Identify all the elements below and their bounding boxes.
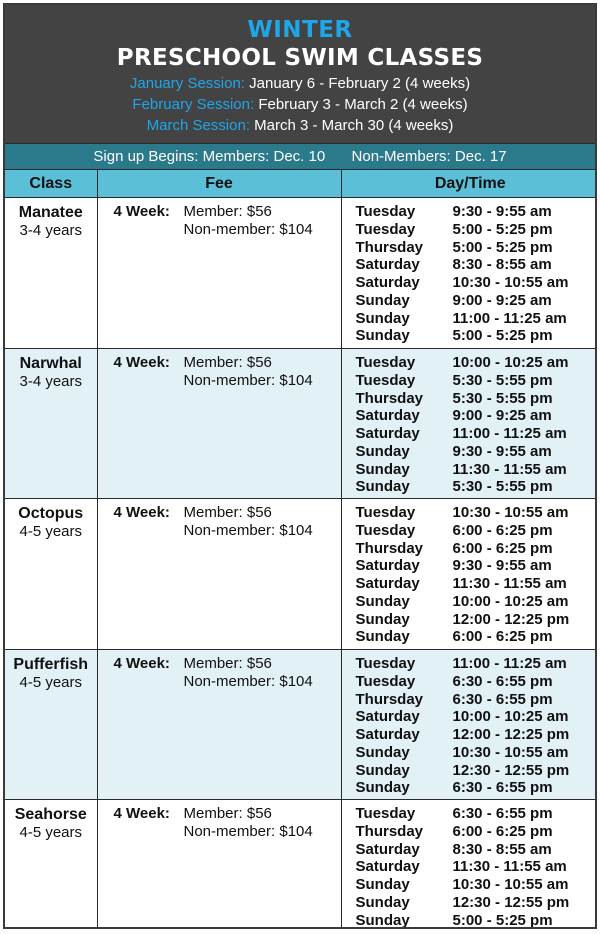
fee-label: 4 Week: xyxy=(113,805,170,822)
class-name: Octopus xyxy=(18,505,84,522)
schedule-cell xyxy=(341,800,597,930)
schedule-entry xyxy=(356,522,598,540)
column-header-day-time: Day/Time xyxy=(341,170,597,198)
schedule-entry xyxy=(356,655,598,673)
schedule-entry xyxy=(356,239,598,257)
nonmember-fee: Non-member: $104 xyxy=(183,823,313,840)
schedule-time: 8:30 - 8:55 am xyxy=(452,256,552,274)
schedule-entry xyxy=(356,425,598,443)
schedule-day: Sunday xyxy=(355,628,410,646)
session-name: February Session: xyxy=(132,96,255,113)
fee-block xyxy=(114,203,341,239)
schedule-entry xyxy=(356,327,598,345)
schedule-entry xyxy=(356,805,598,823)
season-title: WINTER xyxy=(247,17,353,43)
schedule-day: Sunday xyxy=(355,779,410,797)
fee-lines xyxy=(184,805,313,841)
fee-label: 4 Week: xyxy=(113,203,170,220)
class-name: Seahorse xyxy=(14,806,87,823)
schedule-entry xyxy=(356,611,598,629)
schedule-entry xyxy=(356,912,598,930)
schedule-day: Sunday xyxy=(355,761,410,779)
schedule-header xyxy=(5,5,595,143)
schedule-time: 10:30 - 10:55 am xyxy=(452,504,569,521)
schedule-time: 9:30 - 9:55 am xyxy=(452,203,552,220)
schedule-day: Tuesday xyxy=(355,521,416,539)
schedule-entry xyxy=(356,628,598,646)
schedule-entry xyxy=(356,894,598,912)
session-name: March Session: xyxy=(146,117,250,134)
schedule-entry xyxy=(356,407,598,425)
schedule-time: 12:00 - 12:25 pm xyxy=(452,610,570,628)
class-age: 4-5 years xyxy=(19,824,83,841)
fee-label: 4 Week: xyxy=(113,504,170,521)
schedule-time: 5:00 - 5:25 pm xyxy=(452,327,553,345)
table-row xyxy=(5,800,597,930)
table-row xyxy=(5,349,597,499)
schedule-time: 10:00 - 10:25 am xyxy=(452,354,569,371)
schedule-entry xyxy=(356,292,598,310)
signup-members: Members: Dec. 10 xyxy=(202,148,326,165)
schedule-day: Saturday xyxy=(355,858,420,876)
schedule-day: Tuesday xyxy=(355,655,416,672)
fee-lines xyxy=(184,354,313,390)
column-header-fee: Fee xyxy=(97,170,341,198)
schedule-time: 9:00 - 9:25 am xyxy=(452,291,552,309)
class-name: Manatee xyxy=(18,204,83,221)
fee-label: 4 Week: xyxy=(113,655,170,672)
schedule-time: 9:00 - 9:25 am xyxy=(452,407,552,425)
schedule-day: Tuesday xyxy=(355,220,416,238)
member-fee: Member: $56 xyxy=(183,354,272,371)
schedule-day: Sunday xyxy=(355,478,410,496)
class-table xyxy=(5,169,597,929)
schedule-time: 6:30 - 6:55 pm xyxy=(452,690,553,708)
schedule-time: 6:30 - 6:55 pm xyxy=(452,805,553,822)
schedule-entry xyxy=(356,354,598,372)
session-dates: January 6 - February 2 (4 weeks) xyxy=(249,75,471,92)
fee-lines xyxy=(184,504,313,540)
table-row xyxy=(5,198,597,349)
fee-lines xyxy=(184,655,313,691)
session-line-march xyxy=(5,115,595,136)
schedule-day: Thursday xyxy=(355,389,424,407)
class-cell xyxy=(5,650,97,800)
schedule-day: Sunday xyxy=(355,309,410,327)
schedule-time: 5:00 - 5:25 pm xyxy=(452,220,553,238)
fee-block xyxy=(114,805,341,841)
schedule-day: Saturday xyxy=(355,840,420,858)
schedule-day: Tuesday xyxy=(355,672,416,690)
schedule-entry xyxy=(356,504,598,522)
fee-label: 4 Week: xyxy=(113,354,170,371)
schedule-time: 11:00 - 11:25 am xyxy=(452,655,567,672)
schedule-time: 10:00 - 10:25 am xyxy=(452,708,569,726)
nonmember-fee: Non-member: $104 xyxy=(183,372,313,389)
schedule-time: 5:00 - 5:25 pm xyxy=(452,238,553,256)
schedule-day: Sunday xyxy=(355,743,410,761)
schedule-time: 5:30 - 5:55 pm xyxy=(452,371,553,389)
signup-non-members: Non-Members: Dec. 17 xyxy=(351,148,507,165)
schedule-time: 10:30 - 10:55 am xyxy=(452,876,569,893)
schedule-day: Saturday xyxy=(355,425,420,442)
schedule-time: 11:30 - 11:55 am xyxy=(452,460,567,478)
class-table-body xyxy=(5,198,597,930)
table-row xyxy=(5,650,597,800)
session-line-february xyxy=(5,94,595,115)
member-fee: Member: $56 xyxy=(183,805,272,822)
schedule-day: Tuesday xyxy=(355,504,416,521)
session-line-january xyxy=(5,73,595,94)
class-age: 4-5 years xyxy=(19,523,83,540)
schedule-day: Saturday xyxy=(355,274,420,291)
schedule-time: 11:00 - 11:25 am xyxy=(452,425,567,442)
page-title: PRESCHOOL SWIM CLASSES xyxy=(116,45,484,71)
class-name: Pufferfish xyxy=(13,656,89,673)
fee-cell xyxy=(97,800,341,930)
schedule-entry xyxy=(356,461,598,479)
schedule-entry xyxy=(356,310,598,328)
fee-block xyxy=(114,655,341,691)
schedule-time: 6:00 - 6:25 pm xyxy=(452,521,553,539)
fee-cell xyxy=(97,349,341,499)
member-fee: Member: $56 xyxy=(183,504,272,521)
schedule-entry xyxy=(356,673,598,691)
schedule-entry xyxy=(356,858,598,876)
schedule-cell xyxy=(341,499,597,650)
schedule-time: 11:30 - 11:55 am xyxy=(452,575,567,592)
schedule-entry xyxy=(356,478,598,496)
schedule-entry xyxy=(356,726,598,744)
schedule-day: Thursday xyxy=(355,238,424,256)
schedule-entry xyxy=(356,575,598,593)
schedule-day: Tuesday xyxy=(355,354,416,371)
nonmember-fee: Non-member: $104 xyxy=(183,673,313,690)
schedule-day: Thursday xyxy=(355,690,424,708)
schedule-day: Sunday xyxy=(355,442,410,460)
schedule-day: Saturday xyxy=(355,708,420,726)
schedule-entry xyxy=(356,256,598,274)
schedule-time: 12:30 - 12:55 pm xyxy=(452,893,570,911)
schedule-time: 5:00 - 5:25 pm xyxy=(452,911,553,929)
schedule-entry xyxy=(356,557,598,575)
class-name: Narwhal xyxy=(19,355,82,372)
schedule-day: Sunday xyxy=(355,893,410,911)
signup-bar xyxy=(5,143,595,169)
schedule-day: Thursday xyxy=(355,539,424,557)
schedule-time: 12:30 - 12:55 pm xyxy=(452,761,570,779)
schedule-entry xyxy=(356,390,598,408)
schedule-entry xyxy=(356,691,598,709)
schedule-entry xyxy=(356,443,598,461)
schedule-entry xyxy=(356,841,598,859)
fee-block xyxy=(114,504,341,540)
schedule-time: 6:30 - 6:55 pm xyxy=(452,672,553,690)
schedule-time: 5:30 - 5:55 pm xyxy=(452,478,553,496)
schedule-entry xyxy=(356,221,598,239)
nonmember-fee: Non-member: $104 xyxy=(183,221,313,238)
schedule-entry xyxy=(356,372,598,390)
schedule-day: Saturday xyxy=(355,256,420,274)
schedule-time: 6:30 - 6:55 pm xyxy=(452,779,553,797)
schedule-cell xyxy=(341,349,597,499)
member-fee: Member: $56 xyxy=(183,655,272,672)
class-cell xyxy=(5,800,97,930)
schedule-time: 6:00 - 6:25 pm xyxy=(452,628,553,646)
class-age: 3-4 years xyxy=(19,222,83,239)
schedule-entry xyxy=(356,708,598,726)
schedule-entry xyxy=(356,744,598,762)
schedule-time: 6:00 - 6:25 pm xyxy=(452,539,553,557)
schedule-day: Sunday xyxy=(355,876,410,893)
schedule-time: 10:30 - 10:55 am xyxy=(452,274,569,291)
schedule-time: 10:30 - 10:55 am xyxy=(452,743,569,761)
schedule-time: 9:30 - 9:55 am xyxy=(452,557,552,575)
schedule-day: Sunday xyxy=(355,327,410,345)
swim-schedule-sheet xyxy=(3,3,597,929)
schedule-time: 11:00 - 11:25 am xyxy=(452,309,567,327)
schedule-day: Saturday xyxy=(355,557,420,575)
column-header-class: Class xyxy=(5,170,97,198)
schedule-time: 6:00 - 6:25 pm xyxy=(452,822,553,840)
session-dates: March 3 - March 30 (4 weeks) xyxy=(254,117,454,134)
class-age: 4-5 years xyxy=(19,674,83,691)
schedule-day: Sunday xyxy=(355,911,410,929)
schedule-entry xyxy=(356,274,598,292)
signup-label: Sign up Begins: xyxy=(93,148,199,165)
fee-cell xyxy=(97,499,341,650)
class-cell xyxy=(5,499,97,650)
schedule-entry xyxy=(356,203,598,221)
fee-cell xyxy=(97,650,341,800)
nonmember-fee: Non-member: $104 xyxy=(183,522,313,539)
fee-lines xyxy=(184,203,313,239)
schedule-time: 5:30 - 5:55 pm xyxy=(452,389,553,407)
schedule-entry xyxy=(356,876,598,894)
schedule-entry xyxy=(356,779,598,797)
schedule-day: Saturday xyxy=(355,575,420,592)
schedule-cell xyxy=(341,198,597,349)
schedule-entry xyxy=(356,762,598,780)
schedule-day: Saturday xyxy=(355,726,420,743)
schedule-day: Sunday xyxy=(355,592,410,610)
schedule-time: 11:30 - 11:55 am xyxy=(452,858,567,876)
fee-cell xyxy=(97,198,341,349)
session-name: January Session: xyxy=(129,75,245,92)
schedule-day: Thursday xyxy=(355,822,424,840)
class-cell xyxy=(5,198,97,349)
schedule-day: Tuesday xyxy=(355,203,416,220)
table-header-row xyxy=(5,170,597,198)
schedule-day: Tuesday xyxy=(355,805,416,822)
table-row xyxy=(5,499,597,650)
schedule-entry xyxy=(356,540,598,558)
class-age: 3-4 years xyxy=(19,373,83,390)
schedule-time: 10:00 - 10:25 am xyxy=(452,592,569,610)
class-cell xyxy=(5,349,97,499)
schedule-time: 9:30 - 9:55 am xyxy=(452,442,552,460)
schedule-day: Sunday xyxy=(355,610,410,628)
schedule-day: Tuesday xyxy=(355,371,416,389)
member-fee: Member: $56 xyxy=(183,203,272,220)
schedule-entry xyxy=(356,823,598,841)
schedule-time: 8:30 - 8:55 am xyxy=(452,840,552,858)
schedule-entry xyxy=(356,593,598,611)
schedule-day: Sunday xyxy=(355,291,410,309)
fee-block xyxy=(114,354,341,390)
session-dates: February 3 - March 2 (4 weeks) xyxy=(258,96,468,113)
schedule-day: Sunday xyxy=(355,460,410,478)
schedule-time: 12:00 - 12:25 pm xyxy=(452,726,570,743)
schedule-cell xyxy=(341,650,597,800)
schedule-day: Saturday xyxy=(355,407,420,425)
